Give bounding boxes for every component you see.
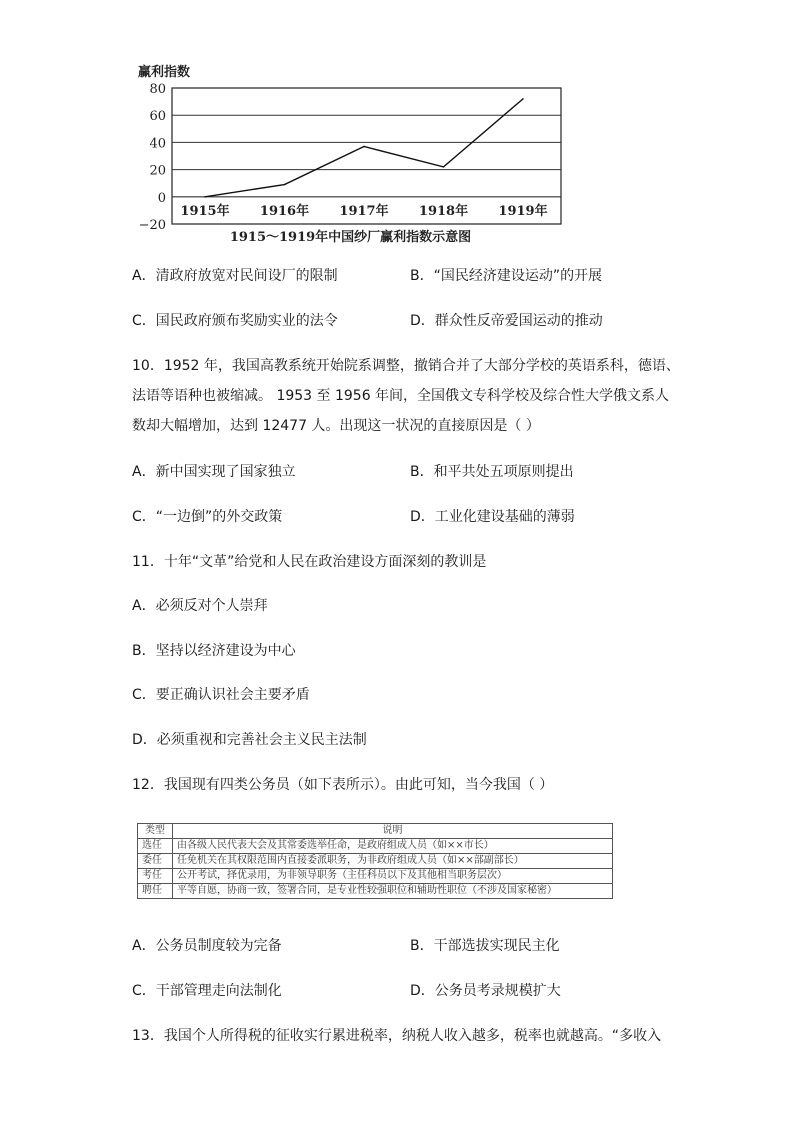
table-header-row bbox=[138, 824, 613, 839]
table-header-description: 说明 bbox=[173, 824, 613, 839]
q11-option-d[interactable]: D．必须重视和完善社会主义民主法制 bbox=[132, 732, 367, 748]
q10-stem-line-2: 法语等语种也被缩减。 1953 至 1956 年间，全国俄文专科学校及综合性大学俄文系人 bbox=[132, 388, 670, 404]
data-point bbox=[204, 196, 206, 198]
table-cell-type: 选任 bbox=[138, 839, 173, 854]
x-tick-label: 1918年 bbox=[418, 204, 469, 219]
data-point bbox=[443, 166, 445, 168]
y-axis-label: 赢利指数 bbox=[138, 65, 191, 80]
q10-option-c[interactable]: C．“一边倒”的外交政策 bbox=[132, 509, 283, 525]
q12-option-d[interactable]: D．公务员考录规模扩大 bbox=[410, 983, 561, 999]
q9-option-d[interactable]: D．群众性反帝爱国运动的推动 bbox=[410, 313, 603, 329]
q9-option-a[interactable]: A．清政府放宽对民间设厂的限制 bbox=[132, 268, 338, 284]
table-cell-description: 公开考试，择优录用，为非领导职务（主任科员以下及其他相当职务层次） bbox=[173, 869, 613, 884]
q12-option-b[interactable]: B．干部选拔实现民主化 bbox=[410, 938, 560, 954]
chart-svg bbox=[130, 58, 570, 248]
y-tick-label: −20 bbox=[138, 218, 166, 233]
y-tick-label: 60 bbox=[149, 109, 166, 125]
series-line-profit-index bbox=[205, 99, 523, 197]
q10-option-b[interactable]: B．和平共处五项原则提出 bbox=[410, 464, 574, 480]
q10-option-d[interactable]: D．工业化建设基础的薄弱 bbox=[410, 509, 575, 525]
q12-stem: 12．我国现有四类公务员（如下表所示）。由此可知，当今我国（ ） bbox=[132, 777, 554, 793]
table-row bbox=[138, 884, 613, 899]
x-tick-label: 1915年 bbox=[180, 204, 230, 219]
table-row bbox=[138, 869, 613, 884]
table-cell-type: 委任 bbox=[138, 854, 173, 869]
x-tick-label: 1919年 bbox=[498, 204, 548, 219]
q11-option-b[interactable]: B．坚持以经济建设为中心 bbox=[132, 643, 296, 659]
data-point bbox=[363, 146, 365, 148]
q10-stem-line-1: 10．1952 年，我国高教系统开始院系调整，撤销合并了大部分学校的英语系科，德语、 bbox=[132, 358, 680, 374]
q11-option-a[interactable]: A．必须反对个人崇拜 bbox=[132, 598, 268, 614]
x-tick-label: 1916年 bbox=[259, 204, 310, 219]
q9-option-c[interactable]: C．国民政府颁布奖励实业的法令 bbox=[132, 313, 338, 329]
q10-stem-line-3: 数却大幅增加，达到 12477 人。出现这一状况的直接原因是（ ） bbox=[132, 418, 540, 434]
y-tick-label: 0 bbox=[157, 190, 166, 206]
y-tick-label: 20 bbox=[149, 163, 166, 179]
x-tick-label: 1917年 bbox=[339, 204, 389, 219]
table-row bbox=[138, 854, 613, 869]
table-row bbox=[138, 839, 613, 854]
chart-title: 1915～1919年中国纱厂赢利指数示意图 bbox=[229, 230, 472, 245]
q9-option-b[interactable]: B．“国民经济建设运动”的开展 bbox=[410, 268, 603, 284]
q13-stem: 13．我国个人所得税的征收实行累进税率，纳税人收入越多，税率也就越高。“多收入 bbox=[132, 1028, 662, 1044]
table-cell-description: 由各级人民代表大会及其常委选举任命，是政府组成人员（如××市长） bbox=[173, 839, 613, 854]
table-cell-type: 考任 bbox=[138, 869, 173, 884]
data-point bbox=[284, 184, 286, 186]
q10-option-a[interactable]: A．新中国实现了国家独立 bbox=[132, 464, 296, 480]
q11-option-c[interactable]: C．要正确认识社会主要矛盾 bbox=[132, 687, 310, 703]
data-point bbox=[522, 98, 524, 100]
q12-option-c[interactable]: C．干部管理走向法制化 bbox=[132, 983, 282, 999]
profit-index-chart bbox=[130, 58, 570, 248]
table-header-type: 类型 bbox=[138, 824, 173, 839]
table-cell-description: 平等自愿，协商一致，签署合同，是专业性较强职位和辅助性职位（不涉及国家秘密） bbox=[173, 884, 613, 899]
y-tick-label: 80 bbox=[149, 82, 166, 97]
table-cell-type: 聘任 bbox=[138, 884, 173, 899]
y-tick-label: 40 bbox=[149, 136, 166, 152]
q12-option-a[interactable]: A．公务员制度较为完备 bbox=[132, 938, 282, 954]
table-cell-description: 任免机关在其权限范围内直接委派职务，为非政府组成人员（如××部副部长） bbox=[173, 854, 613, 869]
q11-stem: 11．十年“文革”给党和人民在政治建设方面深刻的教训是 bbox=[132, 554, 487, 570]
civil-servant-table bbox=[137, 823, 613, 899]
